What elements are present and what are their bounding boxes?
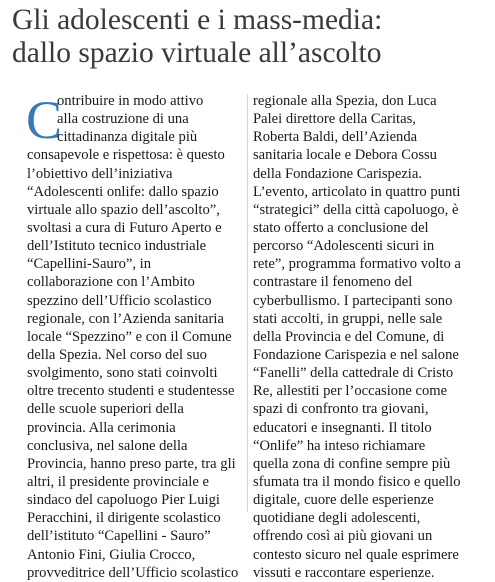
body-text-line: quella zona di confine sempre più [253,455,451,472]
body-text-line: contesto sicuro nel quale esprimere [253,546,459,563]
body-text-line: cyberbullismo. I partecipanti sono [253,292,453,309]
body-text-line: “Onlife” ha inteso richiamare [253,437,426,454]
body-text-line: Antonio Fini, Giulia Crocco, [27,546,196,563]
body-text-line: percorso “Adolescenti sicuri in [253,238,435,255]
body-text-line: “strategici” della città capoluogo, è [253,201,459,218]
body-text-line: Palei direttore della Caritas, [253,111,416,128]
body-text-line: della Provincia e del Comune, di [253,328,445,345]
body-text-line: delle scuole superiori della [27,401,184,418]
body-text-line: rete”, programma formativo volto a [253,256,461,273]
body-text-line: Peracchini, il dirigente scolastico [27,510,221,527]
headline [12,4,487,70]
body-text-line: svolgimento, sono stati coinvolti [27,365,218,382]
body-text-line: alla costruzione di una [57,111,189,128]
body-text-line: della Fondazione Carispezia. [253,165,422,182]
left-column [27,92,245,582]
body-text-line: della Spezia. Nel corso del suo [27,346,207,363]
body-text-line: Fondazione Carispezia e nel salone [253,346,459,363]
body-text-line: “Capellini-Sauro”, in [27,256,152,273]
body-text-line: regionale, con l’Azienda sanitaria [27,310,224,327]
body-text-line: contrastare il fenomeno del [253,274,413,291]
body-text-line: spezzino dell’Ufficio scolastico [27,292,212,309]
body-text-line: provincia. Alla cerimonia [27,419,176,436]
body-text-line: oltre trecento studenti e studentesse [27,383,235,400]
body-text-line: stato offerto a conclusione del [253,219,429,236]
body-text-line: virtuale allo spazio dell’ascolto”, [27,201,220,218]
body-text-line: dell’Istituto tecnico industriale [27,238,207,255]
body-text-line: collaborazione con l’Ambito [27,274,195,291]
body-text-line: vissuti e raccontare esperienze. [253,564,435,581]
body-text-line: “Fanelli” della cattedrale di Cristo [253,365,454,382]
column-divider [247,94,248,512]
body-text-line: Roberta Baldi, dell’Azienda [253,129,418,146]
body-text-line: ontribuire in modo attivo [57,93,204,109]
body-text-line: “Adolescenti onlife: dallo spazio [27,183,219,200]
body-text-line: dell’istituto “Capellini - Sauro” [27,528,211,545]
drop-cap: C [26,90,63,150]
body-text-line: stati accolti, in gruppi, nelle sale [253,310,443,327]
body-text-line: digitale, cuore delle esperienze [253,492,434,509]
body-text-line: educatori e insegnanti. Il titolo [253,419,432,436]
body-text-line: sanitaria locale e Debora Cossu [253,147,437,164]
body-text-line: altri, il presidente provinciale e [27,473,209,490]
body-text-line: Re, allestiti per l’occasione come [253,383,448,400]
headline-line-2: dallo spazio virtuale all’ascolto [12,37,382,69]
body-text-line: quotidiane degli adolescenti, [253,510,421,527]
body-text-line: Provincia, hanno preso parte, tra gli [27,455,236,472]
body-text-line: provveditrice dell’Ufficio scolastico [27,564,239,581]
body-text-line: svoltasi a cura di Futuro Aperto e [27,219,222,236]
body-text-line: cittadinanza digitale più [57,129,198,146]
body-text-line: locale “Spezzino” e con il Comune [27,328,232,345]
body-text-line: regionale alla Spezia, don Luca [253,93,437,109]
body-text-line: spazi di confronto tra giovani, [253,401,429,418]
body-text-line: L’evento, articolato in quattro punti [253,183,461,200]
body-text-line: l’obiettivo dell’iniziativa [27,165,173,182]
headline-line-1: Gli adolescenti e i mass-media: [12,4,383,36]
body-text-line: conclusiva, nel salone della [27,437,188,454]
body-text-line: offrendo così ai più giovani un [253,528,433,545]
right-column [253,92,488,582]
body-text-line: sfumata tra il mondo fisico e quello [253,473,461,490]
body-text-line: sindaco del capoluogo Pier Luigi [27,492,220,509]
body-text-line: consapevole e rispettosa: è questo [27,147,225,164]
